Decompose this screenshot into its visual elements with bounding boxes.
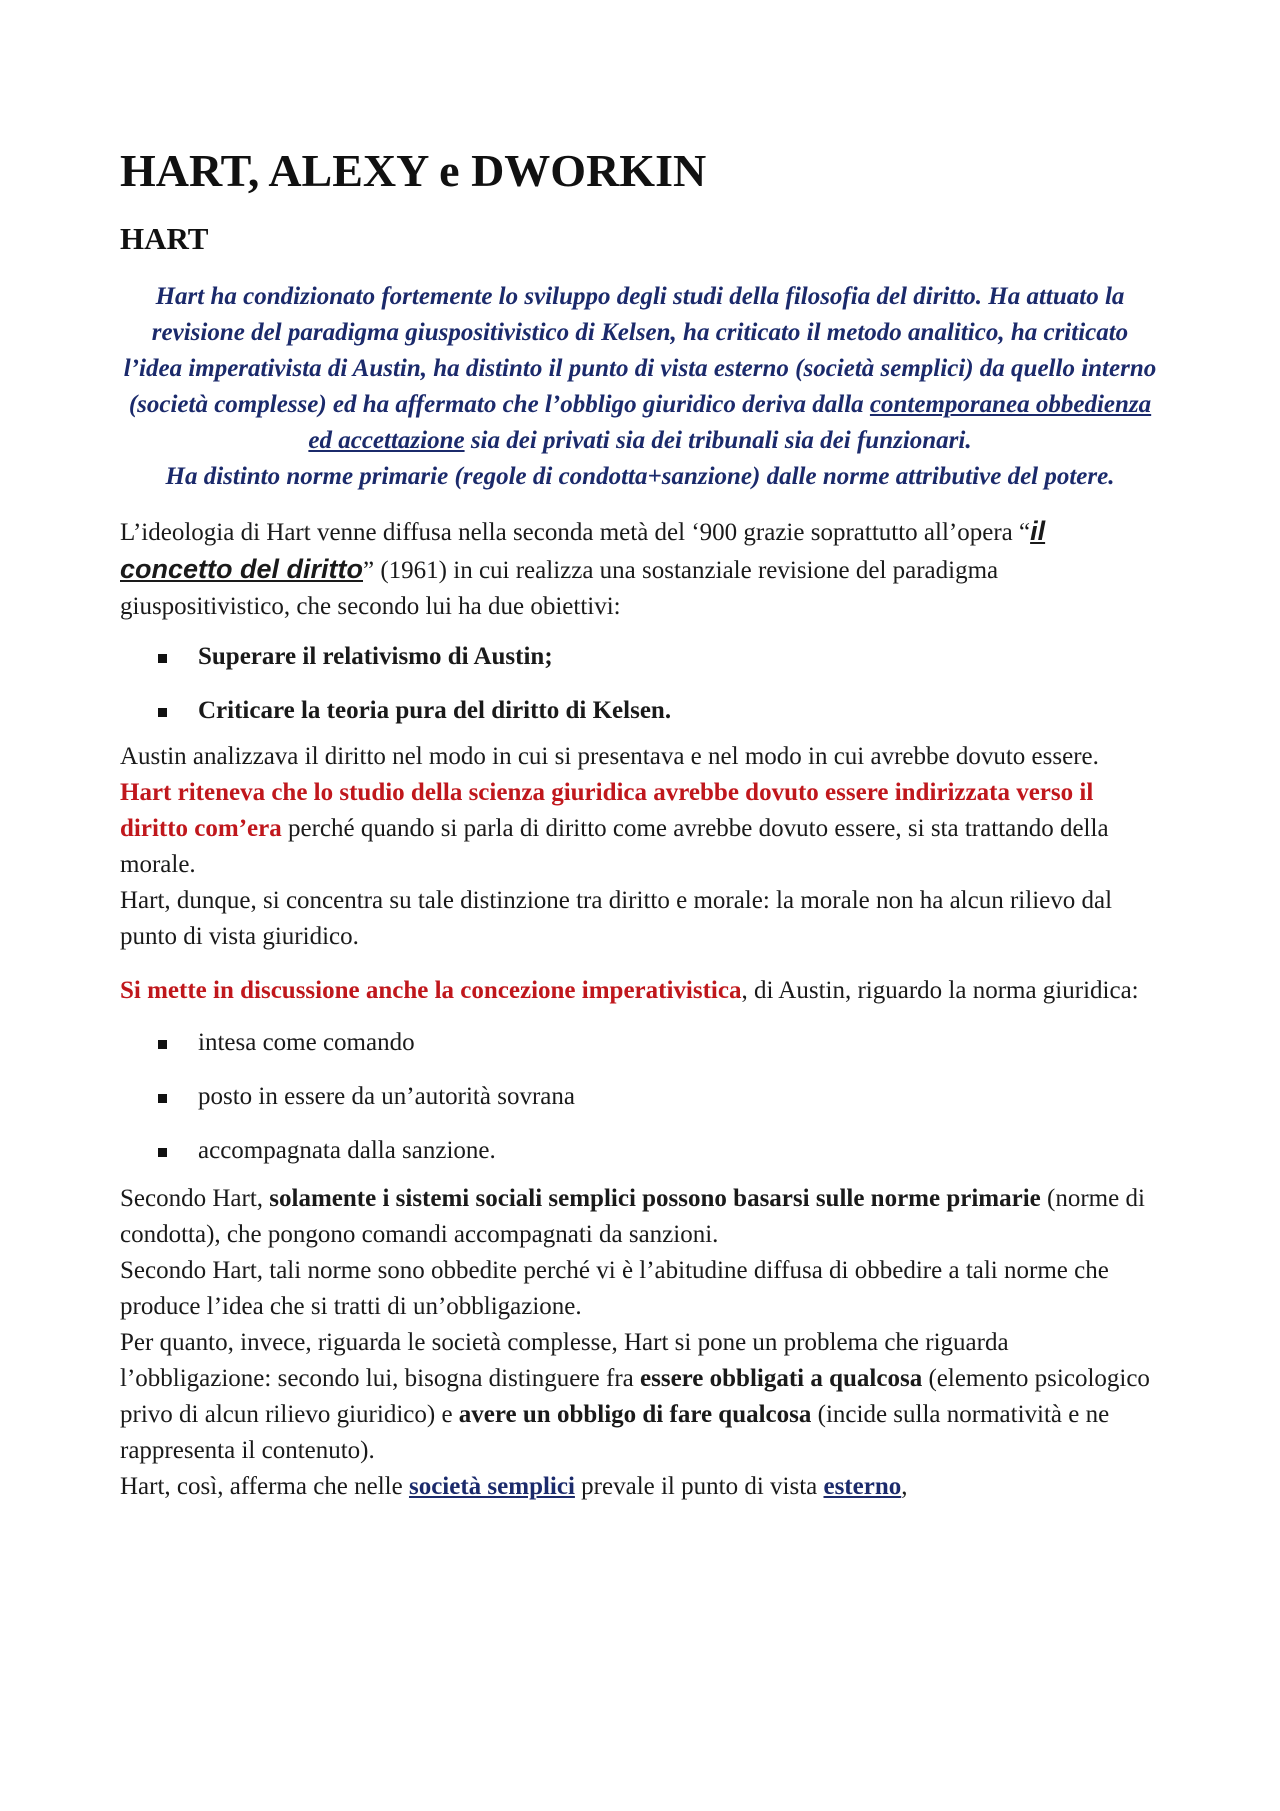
- paragraph-text: , di Austin, riguardo la norma giuridica:: [741, 977, 1139, 1005]
- summary-paragraph: [120, 279, 1160, 459]
- summary-underlined: contemporanea obbedienza ed accettazione: [308, 391, 1152, 455]
- paragraph-text: Secondo Hart,: [120, 1185, 270, 1213]
- simple-systems-paragraph: [120, 1181, 1160, 1253]
- list-item-text: posto in essere da un’autorità sovrana: [198, 1083, 575, 1111]
- paragraph-text: prevale il punto di vista: [574, 1473, 824, 1501]
- distinction-paragraph: Hart, dunque, si concentra su tale distinzione tra diritto e morale: la morale non ha alcun rilievo dal punto di vista giuridico.: [120, 887, 1113, 951]
- hart-view-paragraph: [120, 775, 1160, 883]
- book-title: il concetto del diritto: [120, 516, 1046, 585]
- square-bullet-icon: [158, 1094, 167, 1103]
- obedience-paragraph: Secondo Hart, tali norme sono obbedite perché vi è l’abitudine diffusa di obbedire a tali norme che produce l’idea che si tratti di un’obbligazione.: [120, 1257, 1109, 1321]
- paragraph-text-end: ,: [901, 1473, 908, 1501]
- list-item-text: intesa come comando: [198, 1029, 415, 1057]
- complex-societies-paragraph: [120, 1325, 1160, 1469]
- closing-paragraph: [120, 1469, 1160, 1505]
- objectives-list: [120, 639, 1160, 729]
- paragraph-text: perché quando si parla di diritto come avrebbe dovuto essere, si sta trattando della morale.: [120, 815, 1109, 879]
- square-bullet-icon: [158, 654, 167, 663]
- bold-text: avere un obbligo di fare qualcosa: [458, 1401, 812, 1429]
- list-item: [158, 1079, 1160, 1115]
- list-item-text: accompagnata dalla sanzione.: [198, 1137, 496, 1165]
- link-societa-semplici[interactable]: società semplici: [408, 1473, 575, 1501]
- section-heading: HART: [120, 220, 209, 256]
- paragraph-text: Per quanto, invece, riguarda le società complesse, Hart si pone un problema che riguarda l’obbligazione: secondo lui, bisogna distinguere fra: [120, 1329, 1009, 1393]
- norm-features-list: [120, 1025, 1160, 1169]
- intro-text: L’ideologia di Hart venne diffusa nella seconda metà del ‘900 grazie soprattutto all’opera “: [120, 519, 1031, 547]
- paragraph-text: (elemento psicologico privo di alcun rilievo giuridico) e: [120, 1365, 1150, 1429]
- square-bullet-icon: [158, 1040, 167, 1049]
- list-item-text: Criticare la teoria pura del diritto di Kelsen.: [198, 697, 672, 725]
- summary-text-end: sia dei privati sia dei tribunali sia dei funzionari.: [464, 427, 972, 455]
- summary-text: Hart ha condizionato fortemente lo sviluppo degli studi della filosofia del diritto. Ha attuato la revisione del paradigma giuspositivistico di Kelsen, ha criticato il metodo analitico, ha criticato l’idea imperativista di Austin, ha distinto il punto di vista esterno (società semplici) da quello interno (società complesse) ed ha affermato che l’obbligo giuridico deriva dalla: [123, 283, 1157, 419]
- document-title: HART, ALEXY e DWORKIN: [120, 145, 707, 196]
- square-bullet-icon: [158, 1148, 167, 1157]
- paragraph-text-end: (incide sulla normatività e ne rappresenta il contenuto).: [120, 1401, 1110, 1465]
- paragraph-text-end: (norme di condotta), che pongono comandi accompagnati da sanzioni.: [120, 1185, 1145, 1249]
- imperative-paragraph: [120, 973, 1160, 1009]
- highlight-red-text: Si mette in discussione anche la concezione imperativistica: [120, 977, 742, 1005]
- document-page: [120, 145, 1160, 1505]
- list-item: [158, 1025, 1160, 1061]
- highlight-red-text: Hart riteneva che lo studio della scienza giuridica avrebbe dovuto essere indirizzata verso il diritto com’era: [120, 779, 1094, 843]
- link-esterno[interactable]: esterno: [823, 1473, 902, 1501]
- bold-text: solamente i sistemi sociali semplici possono basarsi sulle norme primarie: [269, 1185, 1041, 1213]
- paragraph-text: Hart, così, afferma che nelle: [120, 1473, 409, 1501]
- summary-block: [120, 279, 1160, 495]
- list-item: [158, 693, 1160, 729]
- bold-text: essere obbligati a qualcosa: [640, 1365, 923, 1393]
- austin-paragraph: Austin analizzava il diritto nel modo in cui si presentava e nel modo in cui avrebbe dovuto essere.: [120, 743, 1099, 771]
- list-item: [158, 1133, 1160, 1169]
- intro-text-end: ” (1961) in cui realizza una sostanziale revisione del paradigma giuspositivistico, che secondo lui ha due obiettivi:: [120, 557, 999, 621]
- summary-second-line: Ha distinto norme primarie (regole di condotta+sanzione) dalle norme attributive del potere.: [165, 463, 1115, 491]
- square-bullet-icon: [158, 708, 167, 717]
- intro-paragraph: [120, 513, 1160, 625]
- list-item-text: Superare il relativismo di Austin;: [198, 643, 553, 671]
- list-item: [158, 639, 1160, 675]
